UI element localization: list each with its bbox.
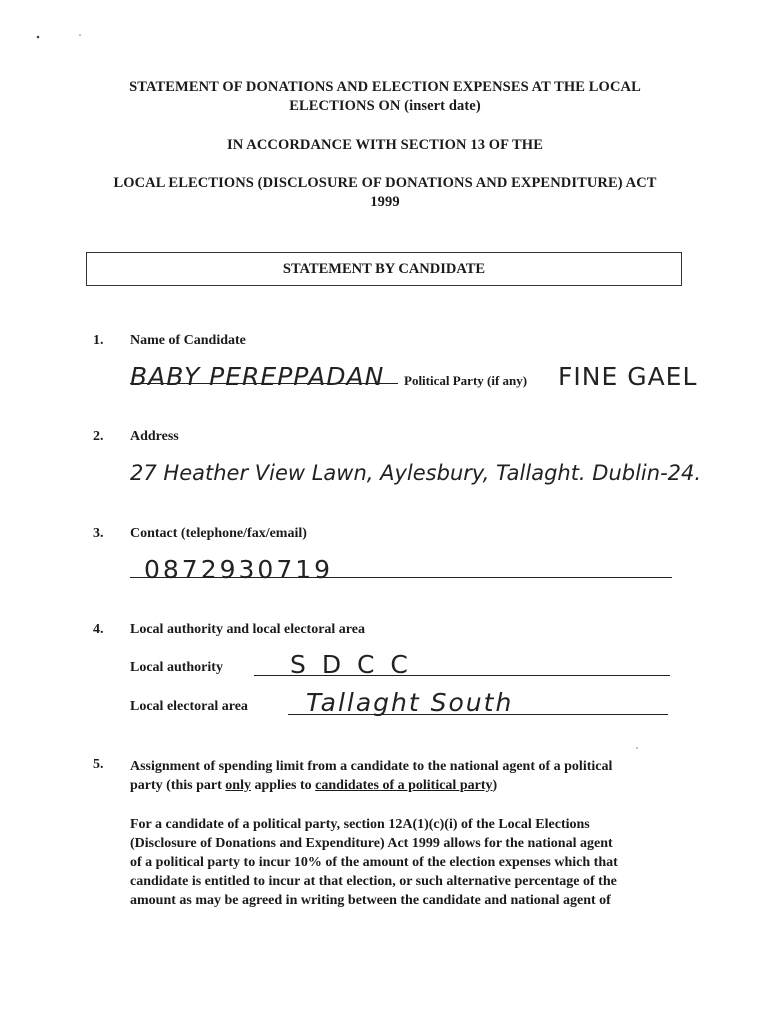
political-party-label: Political Party (if any) <box>404 373 528 388</box>
act-title-line-2: 1999 <box>370 194 400 210</box>
local-electoral-area-line <box>288 714 668 715</box>
assignment-body <box>130 815 678 910</box>
assignment-heading-line-1: Assignment of spending limit from a candidate to the national agent of a political <box>130 759 613 774</box>
local-electoral-area-value[interactable]: Tallaght South <box>306 688 514 717</box>
local-authority-label: Local authority <box>130 660 223 675</box>
statement-by-candidate-heading: STATEMENT BY CANDIDATE <box>86 252 682 286</box>
local-authority-line <box>254 675 670 676</box>
item-number-4: 4. <box>93 622 104 637</box>
name-of-candidate-label: Name of Candidate <box>130 333 246 348</box>
section-reference: IN ACCORDANCE WITH SECTION 13 OF THE <box>227 137 543 153</box>
local-electoral-area-label: Local electoral area <box>130 699 248 714</box>
assignment-body-line: For a candidate of a political party, section 12A(1)(c)(i) of the Local Elections <box>130 817 590 832</box>
contact-line <box>130 577 672 578</box>
assignment-body-line: amount as may be agreed in writing between the candidate and national agent of <box>130 893 611 908</box>
heading-text: ) <box>492 778 498 793</box>
heading-text: applies to <box>250 778 316 793</box>
act-title-line-1: LOCAL ELECTIONS (DISCLOSURE OF DONATIONS AND EXPENDITURE) ACT <box>113 175 657 191</box>
candidate-name-line <box>130 383 398 384</box>
candidate-name-value[interactable]: BABY PEREPPADAN <box>130 362 385 391</box>
item-number-3: 3. <box>93 526 104 541</box>
address-label: Address <box>130 429 179 444</box>
document-title-line-1: STATEMENT OF DONATIONS AND ELECTION EXPENSES AT THE LOCAL <box>129 79 641 95</box>
assignment-heading-line-2 <box>130 776 678 795</box>
heading-text: party (this part <box>130 778 226 793</box>
item-number-2: 2. <box>93 429 104 444</box>
contact-value[interactable]: 0872930719 <box>144 555 334 584</box>
contact-label: Contact (telephone/fax/email) <box>130 526 307 541</box>
local-authority-value[interactable]: S D C C <box>290 650 412 679</box>
document-title-line-2: ELECTIONS ON (insert date) <box>289 98 481 114</box>
political-party-value[interactable]: FINE GAEL <box>558 362 698 391</box>
heading-only-emphasis: only <box>225 778 251 793</box>
local-authority-section-label: Local authority and local electoral area <box>130 622 365 637</box>
heading-candidates-emphasis: candidates of a political party <box>315 778 493 793</box>
assignment-body-line: (Disclosure of Donations and Expenditure) Act 1999 allows for the national agent <box>130 836 613 851</box>
address-value[interactable]: 27 Heather View Lawn, Aylesbury, Tallaght. Dublin-24. <box>130 461 702 485</box>
assignment-body-line: of a political party to incur 10% of the amount of the election expenses which that <box>130 855 618 870</box>
item-number-5: 5. <box>93 757 104 772</box>
item-number-1: 1. <box>93 333 104 348</box>
assignment-body-line: candidate is entitled to incur at that election, or such alternative percentage of the <box>130 874 617 889</box>
assignment-heading <box>130 757 678 795</box>
